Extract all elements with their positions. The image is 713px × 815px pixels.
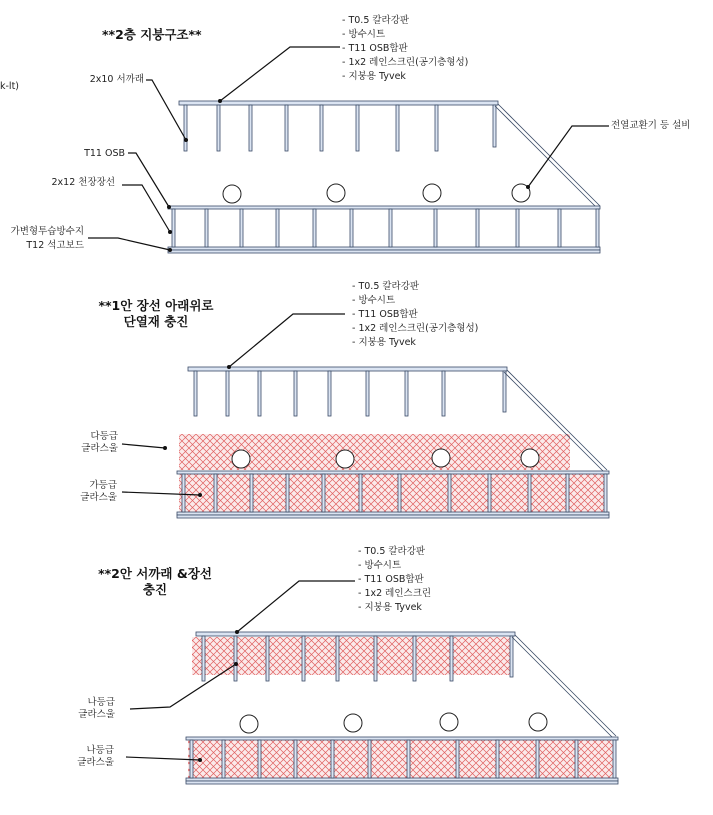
section2-spec-list	[352, 280, 478, 350]
spec-item: - 지붕용 Tyvek	[358, 602, 422, 613]
spec-item: - T11 OSB합판	[358, 574, 424, 585]
spec-item: - T11 OSB합판	[342, 43, 408, 54]
rafters	[194, 371, 506, 416]
section3-title-line1: **2안 서까래 &장선	[98, 566, 212, 581]
label-joist: 2x12 천장장선	[51, 177, 115, 188]
duct-circles	[223, 184, 530, 203]
roof-sheathing	[179, 101, 498, 105]
section1-spec-list	[342, 14, 468, 84]
spec-item: - 방수시트	[342, 29, 386, 40]
label-equipment: 전열교환기 등 설비	[611, 120, 691, 131]
label-rafter: 2x10 서까래	[89, 74, 144, 85]
section3-title	[80, 566, 230, 598]
label-upper-insulation-line1: 다등급	[90, 431, 118, 442]
label-rafter-insulation-line2: 글라스울	[78, 709, 115, 720]
spec-item: - T0.5 칼라강판	[342, 15, 410, 26]
label-lower-insulation-line1: 가등급	[89, 480, 117, 491]
spec-item: - 1x2 레인스크린(공기층형성)	[342, 57, 469, 68]
label-lower-insulation	[80, 480, 117, 504]
spec-item: - 방수시트	[358, 560, 402, 571]
spec-item: - T11 OSB합판	[352, 309, 418, 320]
section3-spec-list	[358, 545, 431, 615]
label-joist-insulation	[77, 745, 114, 769]
spec-item: - 지붕용 Tyvek	[352, 337, 416, 348]
joist-insulation	[188, 740, 616, 781]
label-upper-insulation-line2: 글라스울	[81, 443, 118, 454]
label-rafter-insulation-line1: 나등급	[87, 697, 115, 708]
duct-circles	[240, 713, 547, 733]
label-joist-insulation-line2: 글라스울	[77, 757, 114, 768]
label-vapor-barrier: 가변형투습방수지	[10, 226, 84, 237]
section1-title: **2층 지붕구조**	[102, 27, 202, 42]
rafters	[184, 105, 496, 151]
label-gypsum: T12 석고보드	[26, 240, 84, 251]
lower-insulation	[179, 474, 607, 515]
spec-item: - 1x2 레인스크린	[358, 588, 432, 599]
label-lower-insulation-line2: 글라스울	[80, 492, 117, 503]
spec-item: - T0.5 칼라강판	[352, 281, 420, 292]
section2-title-line2: 단열재 충진	[123, 314, 189, 329]
section2-title-line1: **1안 장선 아래위로	[98, 298, 214, 313]
spec-item: - 지붕용 Tyvek	[342, 71, 406, 82]
ceiling-joists	[168, 206, 600, 253]
label-osb: T11 OSB	[84, 148, 125, 159]
label-upper-insulation	[81, 431, 118, 455]
spec-item: - T0.5 칼라강판	[358, 546, 426, 557]
spec-item: - 방수시트	[352, 295, 396, 306]
roof-sheathing	[188, 367, 507, 371]
rafter-insulation	[192, 637, 512, 675]
label-joist-insulation-line1: 나등급	[86, 745, 114, 756]
label-rafter-insulation	[78, 697, 115, 721]
spec-item: - 1x2 레인스크린(공기층형성)	[352, 323, 479, 334]
partial-edge-text: k-lt)	[0, 81, 19, 92]
section3-title-line2: 충진	[142, 582, 168, 597]
section2-title	[76, 298, 236, 330]
roof-sheathing	[196, 632, 515, 636]
